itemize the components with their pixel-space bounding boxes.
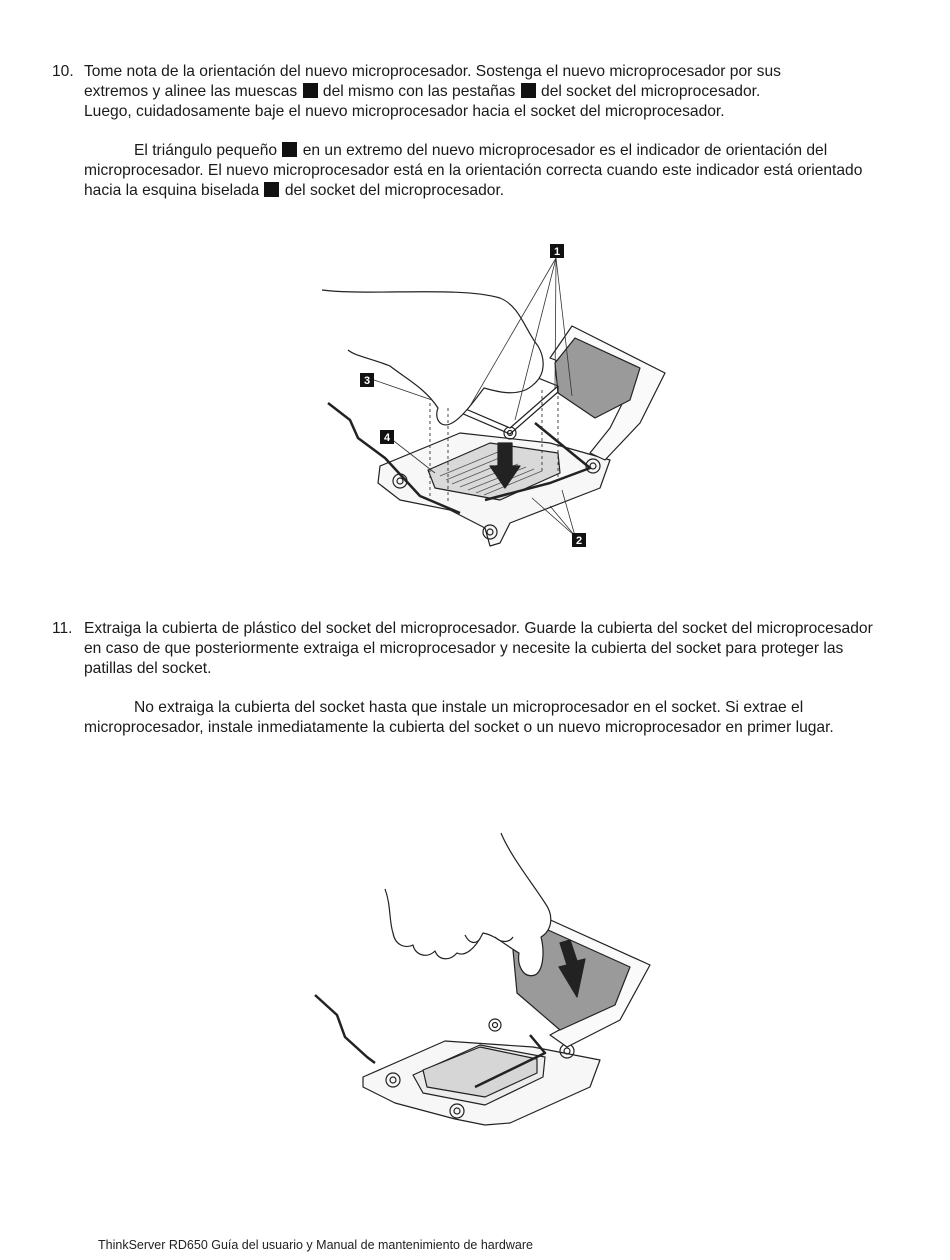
svg-text:2: 2 bbox=[575, 535, 583, 547]
step-10-note: El triángulo pequeño en un extremo del nuevo microprocesador es el indicador de orientación del microprocesador. El nuevo microprocesador está en la orientación correcta cuando este indicador está orientado hacia la esquina biselada del socket del microprocesador. bbox=[84, 142, 863, 199]
callout-box-icon bbox=[303, 83, 318, 98]
screw bbox=[489, 1019, 501, 1031]
step-11 bbox=[52, 619, 892, 679]
svg-text:3: 3 bbox=[363, 375, 371, 387]
callout-1 bbox=[550, 244, 564, 258]
callout-box-icon bbox=[521, 83, 536, 98]
callout-box-icon bbox=[264, 182, 279, 197]
step-10-line-1: Tome nota de la orientación del nuevo microprocesador. Sostenga el nuevo microprocesador por sus bbox=[84, 63, 781, 80]
socket-lever-left bbox=[315, 995, 375, 1063]
step-10 bbox=[52, 62, 892, 122]
step-number: 11. bbox=[52, 620, 73, 637]
callout-4 bbox=[380, 430, 394, 444]
callout-2 bbox=[572, 533, 586, 547]
figure-install-microprocessor bbox=[310, 238, 710, 558]
step-10-line-3: Luego, cuidadosamente baje el nuevo microprocesador hacia el socket del microprocesador. bbox=[84, 103, 725, 120]
step-number: 10. bbox=[52, 63, 74, 80]
callout-box-icon bbox=[282, 142, 297, 157]
figure-remove-socket-cover bbox=[305, 825, 675, 1145]
screw bbox=[504, 427, 516, 439]
step-10-line-2: extremos y alinee las muescas del mismo con las pestañas del socket del microprocesador. bbox=[84, 83, 761, 100]
svg-text:4: 4 bbox=[383, 432, 391, 444]
step-11-text: Extraiga la cubierta de plástico del socket del microprocesador. Guarde la cubierta del socket del microprocesador en caso de que posteriormente extraiga el microprocesador y necesite la cubierta del socket para proteger las patillas del socket. bbox=[84, 620, 873, 677]
svg-text:1: 1 bbox=[553, 246, 561, 258]
page-footer: ThinkServer RD650 Guía del usuario y Manual de mantenimiento de hardware bbox=[98, 1238, 533, 1252]
hand bbox=[385, 833, 551, 976]
step-11-note: No extraiga la cubierta del socket hasta que instale un microprocesador en el socket. Si extrae el microprocesador, instale inmediatamente la cubierta del socket o un nuevo microprocesador en primer lugar. bbox=[84, 699, 834, 736]
callout-3 bbox=[360, 373, 374, 387]
